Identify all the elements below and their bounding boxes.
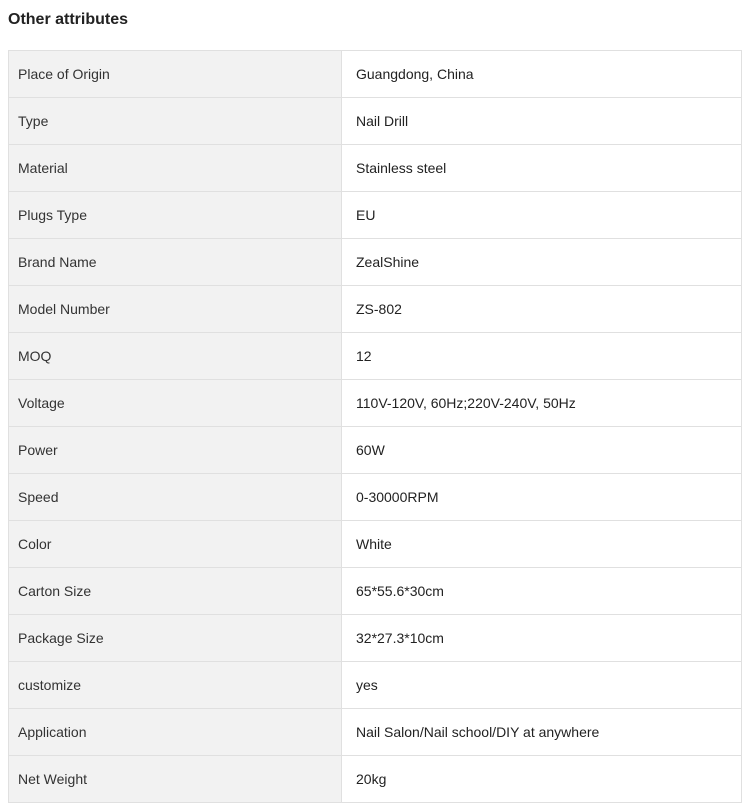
- attribute-value: yes: [342, 662, 742, 709]
- attribute-value: 12: [342, 333, 742, 380]
- attribute-value: 65*55.6*30cm: [342, 568, 742, 615]
- attribute-label: Brand Name: [9, 239, 342, 286]
- attribute-value: Guangdong, China: [342, 51, 742, 98]
- attribute-value: ZealShine: [342, 239, 742, 286]
- table-row: [9, 286, 742, 333]
- attribute-value: 0-30000RPM: [342, 474, 742, 521]
- attribute-value: 110V-120V, 60Hz;220V-240V, 50Hz: [342, 380, 742, 427]
- attribute-label: customize: [9, 662, 342, 709]
- table-row: [9, 427, 742, 474]
- attribute-label: Type: [9, 98, 342, 145]
- attribute-value: ZS-802: [342, 286, 742, 333]
- table-row: [9, 145, 742, 192]
- table-row: [9, 380, 742, 427]
- attribute-label: Carton Size: [9, 568, 342, 615]
- attribute-label: Place of Origin: [9, 51, 342, 98]
- attribute-label: Speed: [9, 474, 342, 521]
- attribute-value: Nail Salon/Nail school/DIY at anywhere: [342, 709, 742, 756]
- table-row: [9, 615, 742, 662]
- table-row: [9, 333, 742, 380]
- attribute-value: 32*27.3*10cm: [342, 615, 742, 662]
- attribute-label: Voltage: [9, 380, 342, 427]
- table-row: [9, 51, 742, 98]
- attribute-label: MOQ: [9, 333, 342, 380]
- attribute-label: Color: [9, 521, 342, 568]
- attribute-label: Plugs Type: [9, 192, 342, 239]
- table-row: [9, 521, 742, 568]
- attribute-value: Stainless steel: [342, 145, 742, 192]
- attribute-value: EU: [342, 192, 742, 239]
- attributes-table-body: [9, 51, 742, 803]
- section-title: Other attributes: [8, 11, 129, 28]
- attributes-table: [8, 50, 742, 803]
- table-row: [9, 709, 742, 756]
- table-row: [9, 662, 742, 709]
- attribute-value: Nail Drill: [342, 98, 742, 145]
- attribute-label: Material: [9, 145, 342, 192]
- attribute-label: Application: [9, 709, 342, 756]
- attribute-value: 60W: [342, 427, 742, 474]
- table-row: [9, 239, 742, 286]
- attribute-value: 20kg: [342, 756, 742, 803]
- table-row: [9, 568, 742, 615]
- table-row: [9, 192, 742, 239]
- attribute-label: Package Size: [9, 615, 342, 662]
- attribute-label: Power: [9, 427, 342, 474]
- attribute-value: White: [342, 521, 742, 568]
- attribute-label: Net Weight: [9, 756, 342, 803]
- table-row: [9, 98, 742, 145]
- table-row: [9, 474, 742, 521]
- table-row: [9, 756, 742, 803]
- attribute-label: Model Number: [9, 286, 342, 333]
